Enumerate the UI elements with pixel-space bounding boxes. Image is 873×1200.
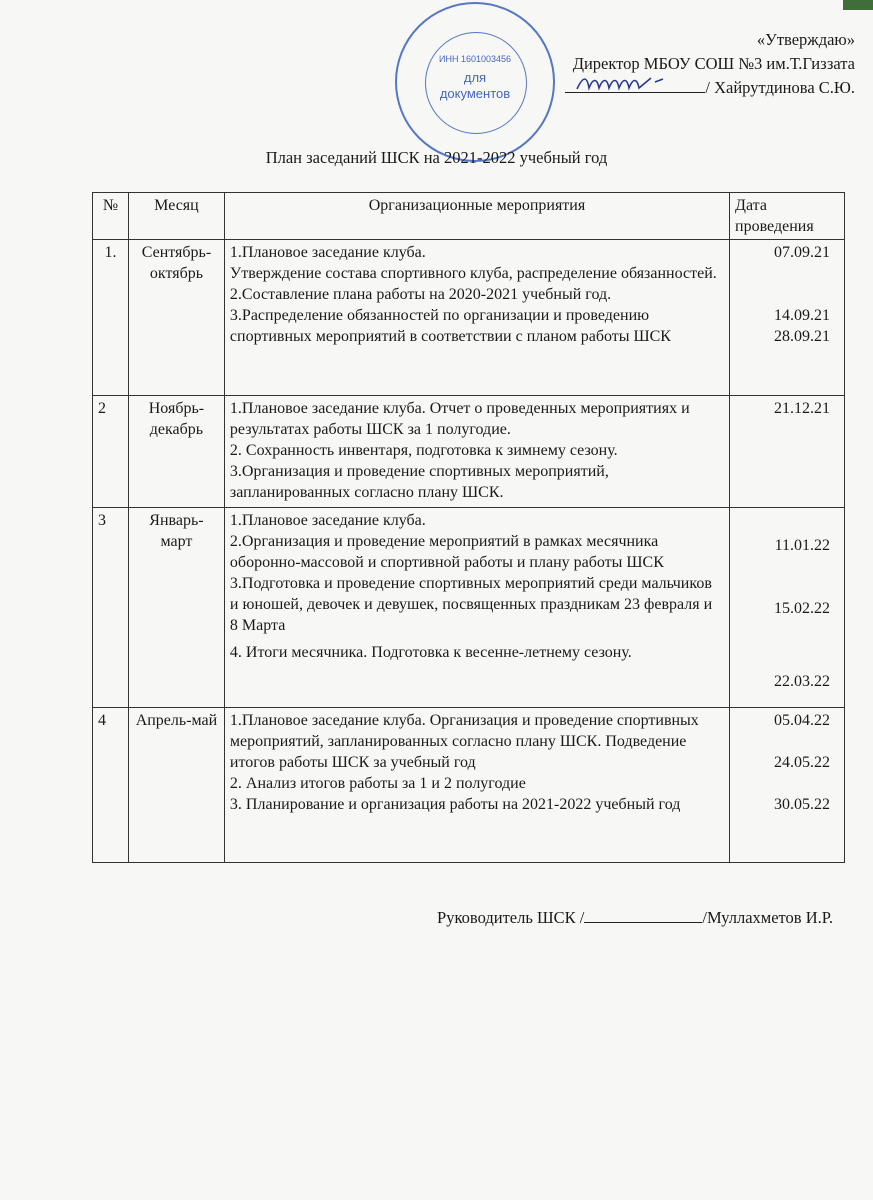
- footer-signature: [437, 908, 833, 928]
- activity-item: 1.Плановое заседание клуба. Отчет о проведенных мероприятиях и результатах работы ШСК за 1 полугодие.: [229, 400, 690, 438]
- table-header-row: [93, 193, 845, 240]
- table-row: [93, 508, 845, 708]
- signature-line: [584, 908, 702, 923]
- row-dates: [730, 240, 845, 396]
- date-item: 21.12.21: [774, 400, 830, 417]
- school-stamp: [395, 2, 555, 162]
- date-item: 11.01.22: [774, 537, 830, 554]
- header-date: Дата проведения: [730, 193, 845, 240]
- activity-item: 3.Подготовка и проведение спортивных мероприятий среди мальчиков и юношей, девочек и девушек, посвященных праздникам 23 февраля и 8 Марта: [229, 575, 713, 634]
- director-position: Директор МБОУ СОШ №3 им.Т.Гиззата: [572, 54, 855, 73]
- row-activities: [224, 240, 729, 396]
- activity-item: 1.Плановое заседание клуба.: [229, 244, 426, 261]
- header-num: №: [93, 193, 129, 240]
- header-month: Месяц: [128, 193, 224, 240]
- row-dates: [730, 508, 845, 708]
- activity-item: 2.Организация и проведение мероприятий в рамках месячника оборонно-массовой и спортивной работы и плану работы ШСК: [229, 533, 664, 571]
- row-month: Ноябрь-декабрь: [128, 396, 224, 508]
- row-activities: [224, 508, 729, 708]
- table-row: [93, 396, 845, 508]
- row-month: Сентябрь-октябрь: [128, 240, 224, 396]
- date-item: 05.04.22: [774, 712, 830, 729]
- activity-item: 2.Составление плана работы на 2020-2021 учебный год.: [229, 286, 612, 303]
- row-month: Январь-март: [128, 508, 224, 708]
- row-month: Апрель-май: [128, 708, 224, 863]
- date-item: 07.09.21: [774, 244, 830, 261]
- activity-item: 4. Итоги месячника. Подготовка к весенне-летнему сезону.: [229, 644, 632, 661]
- approval-block: [561, 28, 855, 100]
- row-activities: [224, 396, 729, 508]
- row-num: 3: [93, 508, 129, 708]
- table-row: [93, 240, 845, 396]
- stamp-text: для: [463, 70, 487, 85]
- date-item: 30.05.22: [774, 796, 830, 813]
- director-name: / Хайрутдинова С.Ю.: [705, 78, 855, 97]
- document-title: План заседаний ШСК на 2021-2022 учебный год: [265, 148, 608, 167]
- signature-line: [565, 76, 705, 93]
- row-dates: [730, 708, 845, 863]
- row-num: 1.: [93, 240, 129, 396]
- date-item: 22.03.22: [774, 673, 830, 690]
- footer-name: /Муллахметов И.Р.: [702, 908, 833, 927]
- activity-item: 3.Организация и проведение спортивных мероприятий, запланированных согласно плану ШСК.: [229, 463, 609, 501]
- date-item: 15.02.22: [774, 600, 830, 617]
- activity-item: 3.Распределение обязанностей по организации и проведению спортивных мероприятий в соответствии с планом работы ШСК: [229, 307, 671, 345]
- activity-item: 2. Анализ итогов работы за 1 и 2 полугодие: [229, 775, 526, 792]
- scan-edge-mark: [843, 0, 873, 10]
- plan-table: [92, 192, 845, 863]
- activity-item: 1.Плановое заседание клуба.: [229, 512, 426, 529]
- activity-item: 2. Сохранность инвентаря, подготовка к зимнему сезону.: [229, 442, 618, 459]
- date-item: 14.09.21: [774, 307, 830, 324]
- table-row: [93, 708, 845, 863]
- header-activities: Организационные мероприятия: [224, 193, 729, 240]
- row-activities: [224, 708, 729, 863]
- row-dates: [730, 396, 845, 508]
- date-item: 28.09.21: [774, 328, 830, 345]
- activity-item: 3. Планирование и организация работы на 2021-2022 учебный год: [229, 796, 681, 813]
- row-num: 2: [93, 396, 129, 508]
- activity-item: 1.Плановое заседание клуба. Организация и проведение спортивных мероприятий, запланированных согласно плану ШСК. Подведение итогов работы ШСК за учебный год: [229, 712, 699, 771]
- stamp-text: документов: [439, 86, 511, 101]
- signature: [575, 74, 665, 92]
- date-item: 24.05.22: [774, 754, 830, 771]
- footer-role: Руководитель ШСК /: [437, 908, 585, 927]
- stamp-inn: ИНН 1601003456: [438, 54, 512, 64]
- activity-item: Утверждение состава спортивного клуба, распределение обязанностей.: [229, 265, 717, 282]
- row-num: 4: [93, 708, 129, 863]
- approve-label: «Утверждаю»: [756, 30, 855, 49]
